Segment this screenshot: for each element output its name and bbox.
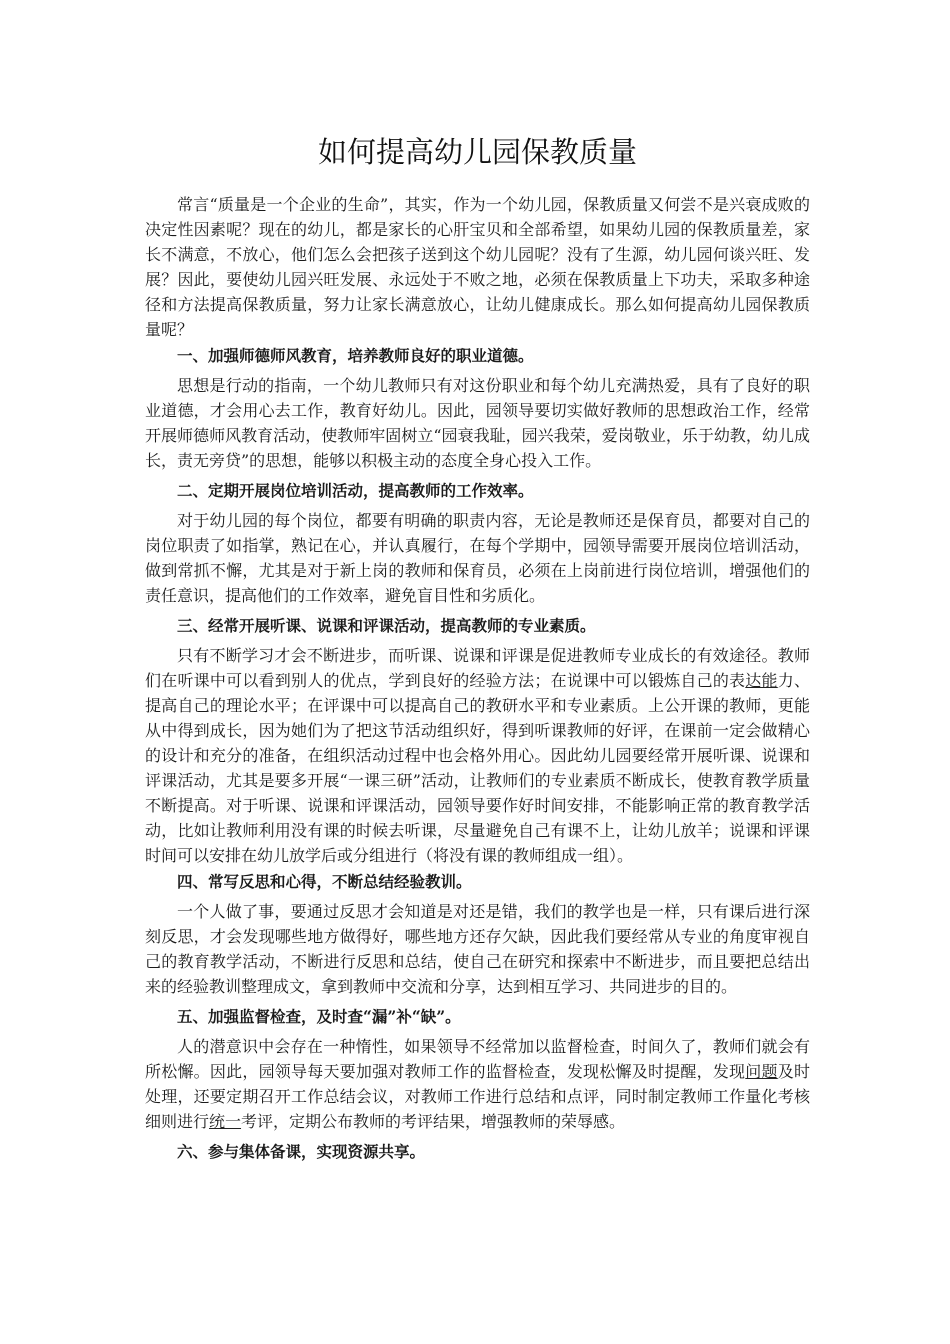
intro-text-4: 成长。那么如何提高幼儿园保教质量呢？ <box>145 295 810 339</box>
link-problem[interactable]: 问题 <box>745 1062 778 1081</box>
section-2-text: 对于幼儿园的每个岗位，都要有明确的职责内容，无论是教师还是保育员，都要对自己的岗位职责了如指掌，熟记在心，并认真履行，在每个学期中，园领导需要开展岗位培训活动，做到常抓不懈，尤其是对于新上岗的教师和保育员，必须在上岗前进行岗位培训，增强他们的责任意识，提高他们的工作效率，避免盲目性和劣质化。 <box>145 511 810 605</box>
section-5-text-c: 考评，定期公布教师的考评结果，增强教师的荣辱感。 <box>241 1112 626 1131</box>
section-3-text <box>145 643 810 868</box>
section-3-text-b: 力、提高自己的理论水平；在评课中可以提高自己的教研水平和专业素质。上公开课的教师，更能从中得到成长，因为她们为了把这节活动组织好，得到听课教师的好评，在课前一定会做精心的设计和充分的准备，在组织活动过程中也会格外用心。因此幼儿园要经常开展听课、说课和评课活动，尤其是要多开展“一课三研”活动，让教师们的专业素质不断成长，使教育教学质量不断提高。对于听课、说课和评课活动，园领导要作好时间安排，不能影响正常的教育教学活动，比如让教师利用没有课的时候去听课，尽量避免自己有课不上，让幼儿放羊；说课和评课时间可以安排在幼儿放学后或分组进行（将没有课的教师组成一组）。 <box>145 671 810 865</box>
link-ability[interactable]: 达能 <box>745 671 778 690</box>
intro-paragraph <box>145 192 810 342</box>
section-5-heading: 五、加强监督检查，及时查“漏”补“缺”。 <box>177 1007 461 1026</box>
document-page <box>145 0 810 1169</box>
section-3-heading: 三、经常开展听课、说课和评课活动，提高教师的专业素质。 <box>177 616 596 635</box>
section-2-heading: 二、定期开展岗位培训活动，提高教师的工作效率。 <box>177 481 534 500</box>
section-1-heading: 一、加强师德师风教育，培养教师良好的职业道德。 <box>177 346 534 365</box>
intro-text-1: 常言“质量是一个企业的生命”，其实，作为一个 <box>177 195 519 214</box>
link-children[interactable]: 幼儿 <box>307 220 340 239</box>
section-1-text: 思想是行动的指南，一个幼儿教师只有对这份职业和每个幼儿充满热爱，具有了良好的职业道德，才会用心去工作，教育好幼儿。因此，园领导要切实做好教师的思想政治工作，经常开展师德师风教育活动，使教师牢固树立“园衰我耻，园兴我荣，爱岗敬业，乐于幼教，幼儿成长，责无旁贷”的思想，能够以积极主动的态度全身心投入工作。 <box>145 376 810 470</box>
document-body <box>145 192 810 1164</box>
section-5-text-b: 及时处理，还要定期召开工作总结会议，对教师工作进行总结和点评，同时制定教师工作量化考核细则进行 <box>145 1062 810 1131</box>
intro-text-3: ，都是家长的心肝宝贝和全部希望，如果幼儿园的保教质量差，家长不满意，不放心，他们怎么会把孩子送到这个幼儿园呢？没有了生源，幼儿园何谈兴旺、发展？因此，要使幼儿园兴旺发展、永远处于不败之地，必须在保教质量上下功夫，采取多种途径和方法提高保教质量，努力让家长满意放心，让幼儿 <box>145 220 810 314</box>
link-kindergarten[interactable]: 幼儿园 <box>518 195 567 214</box>
document-title: 如何提高幼儿园保教质量 <box>317 135 637 169</box>
intro-text-2: ，保教质量又何尝不是兴衰成败的决定性因素呢？现在的 <box>145 195 810 239</box>
section-4-text: 一个人做了事，要通过反思才会知道是对还是错，我们的教学也是一样，只有课后进行深刻反思，才会发现哪些地方做得好，哪些地方还存欠缺，因此我们要经常从专业的角度审视自己的教育教学活动，不断进行反思和总结，使自己在研究和探索中不断进步，而且要把总结出来的经验教训整理成文，拿到教师中交流和分享，达到相互学习、共同进步的目的。 <box>145 902 810 996</box>
link-health[interactable]: 健康 <box>534 295 567 314</box>
section-5-text <box>145 1034 810 1134</box>
section-4-heading: 四、常写反思和心得，不断总结经验教训。 <box>177 872 472 891</box>
section-3-text-a: 只有不断学习才会不断进步，而听课、说课和评课是促进教师专业成长的有效途径。教师们在听课中可以看到别人的优点，学到良好的经验方法；在说课中可以锻炼自己的表 <box>145 646 810 690</box>
section-6-heading: 六、参与集体备课，实现资源共享。 <box>177 1142 426 1161</box>
link-unified[interactable]: 统一 <box>209 1112 242 1131</box>
section-5-text-a: 人的潜意识中会存在一种惰性，如果领导不经常加以监督检查，时间久了，教师们就会有所松懈。因此，园领导每天要加强对教师工作的监督检查，发现松懈及时提醒，发现 <box>145 1037 810 1081</box>
